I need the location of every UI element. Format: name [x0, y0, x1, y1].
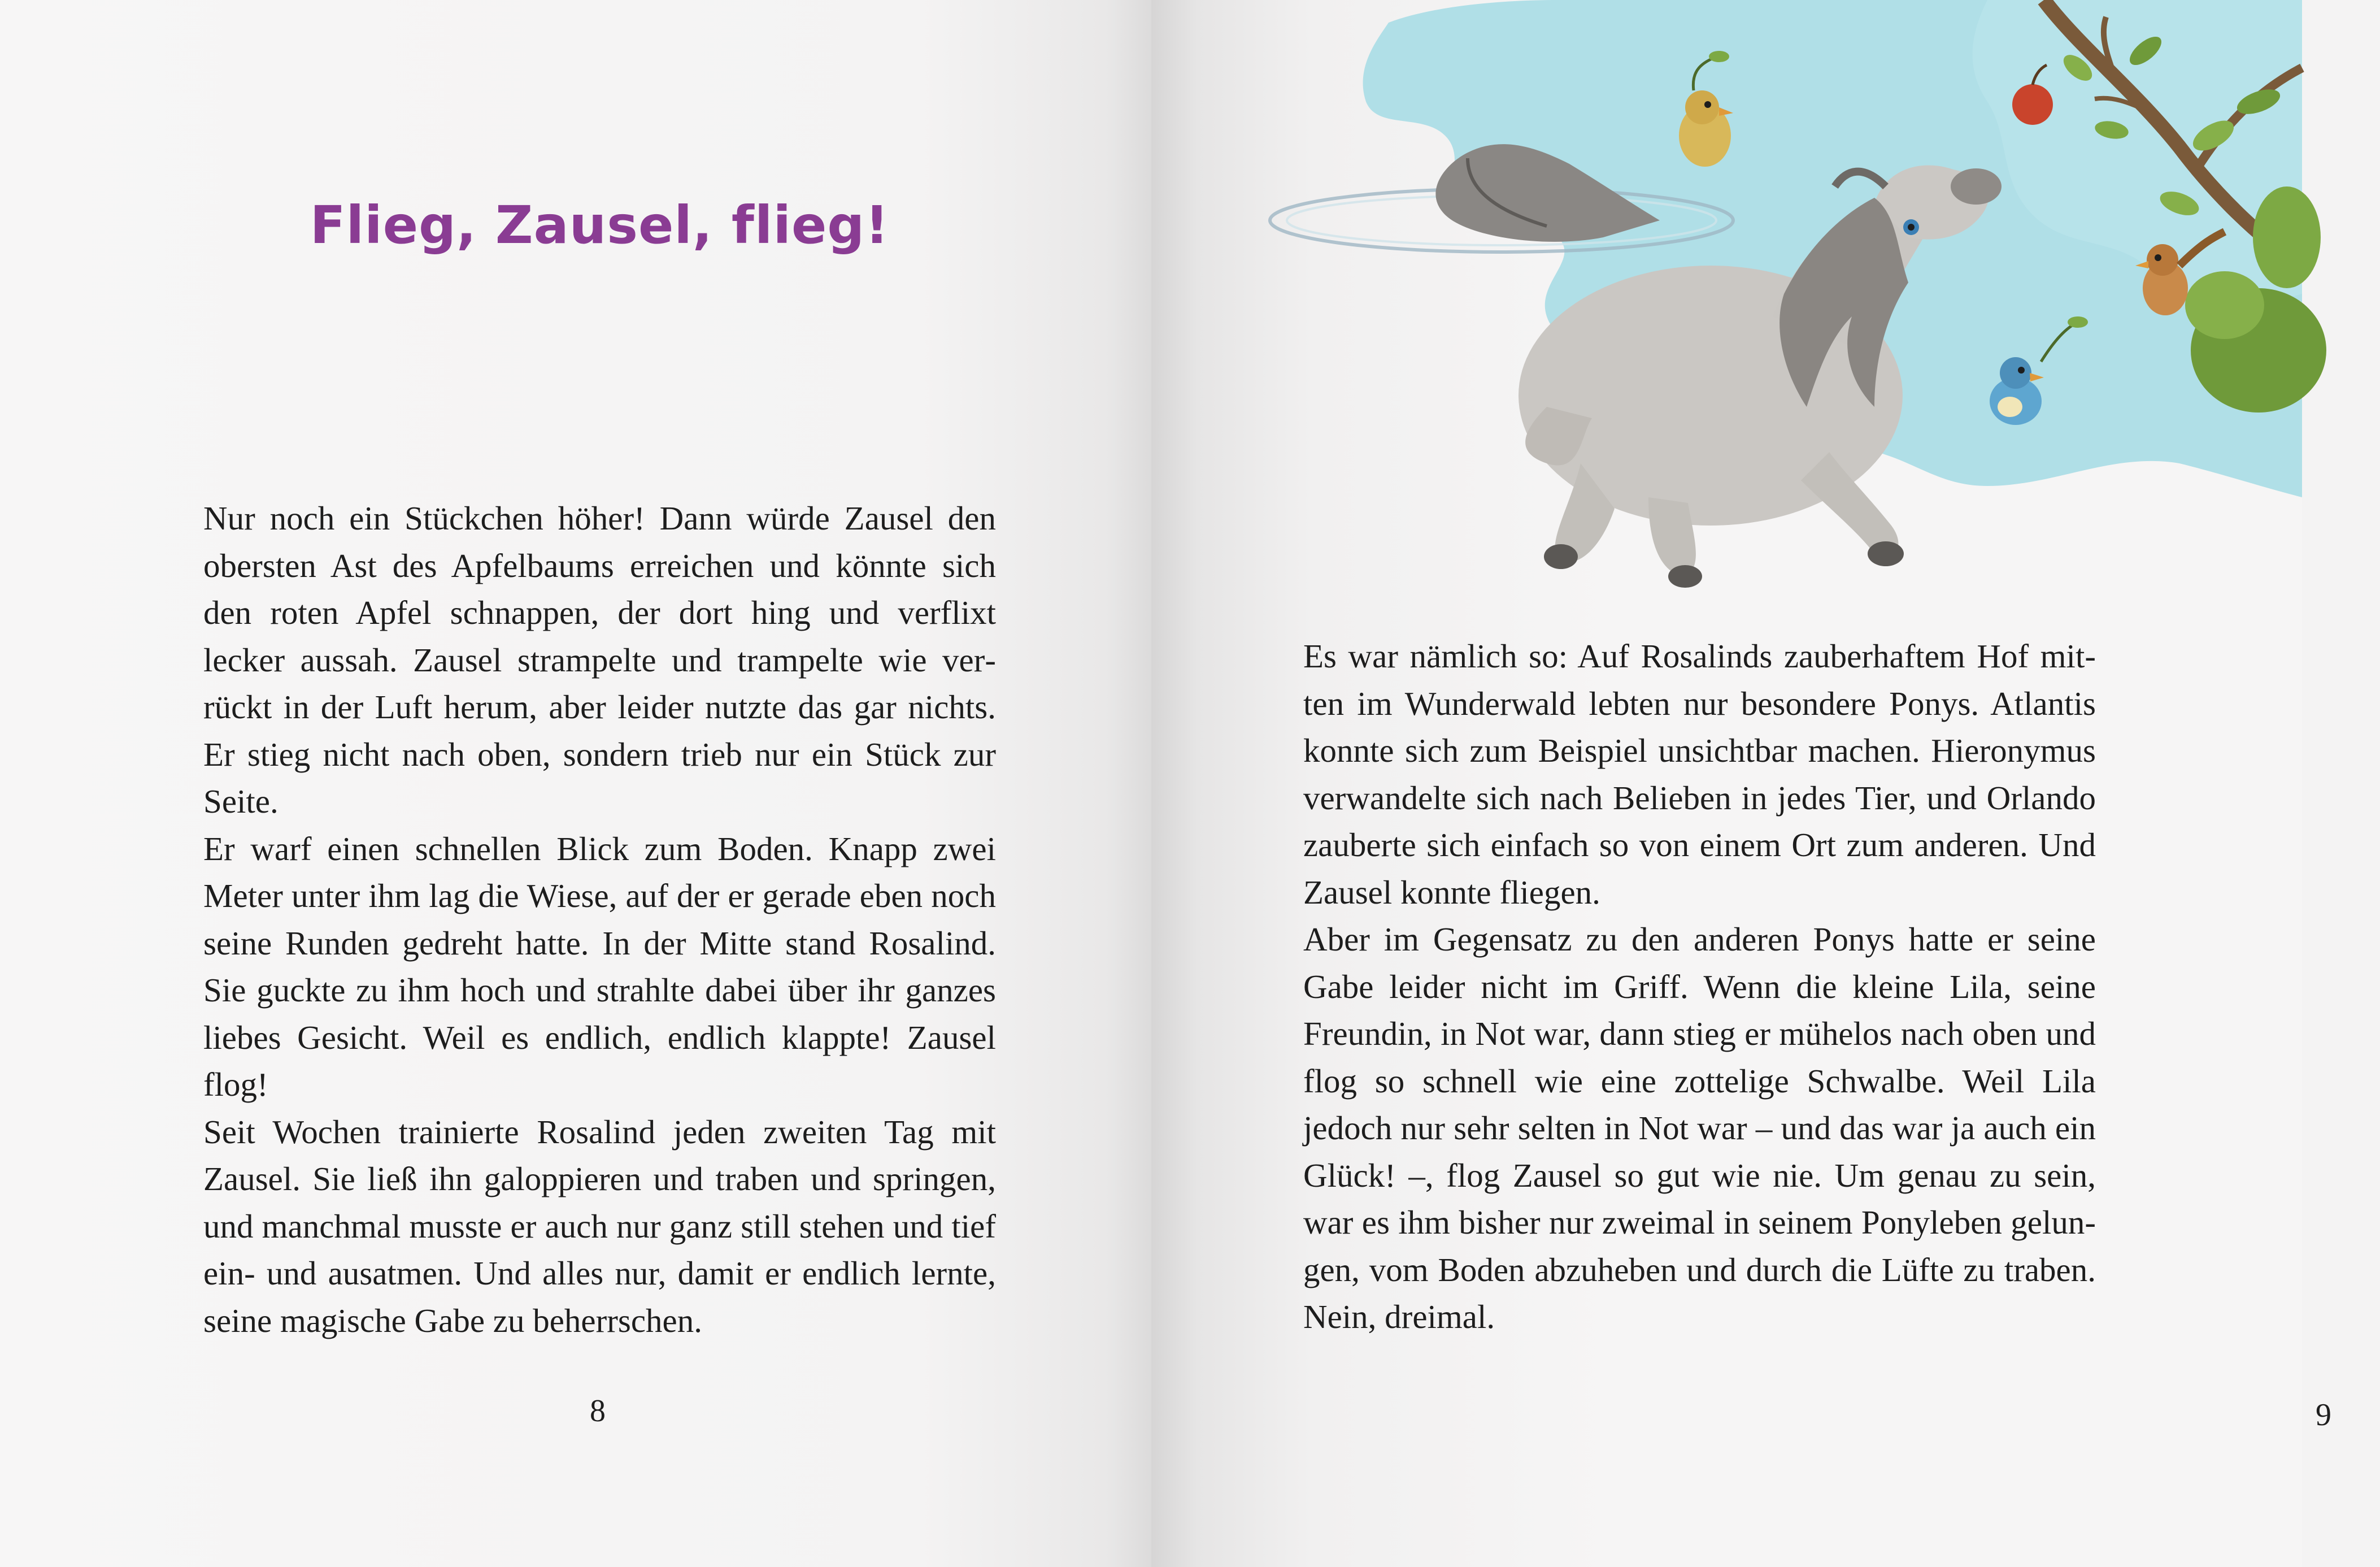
paragraph: Es war nämlich so: Auf Rosalinds zauberhaftem Hof mitten im Wunderwald lebten nur besondere Ponys. Atlantis konnte sich zum Beispiel unsichtbar machen. Hieronymus verwandelte sich nach Belieben in jedes Tier, und Orlando zauberte sich einfach so von einem Ort zum anderen. Und Zausel konnte fliegen.: [1303, 637, 2096, 911]
left-page-text: [203, 495, 996, 1344]
paragraph: Er warf einen schnellen Blick zum Boden. Knapp zwei Meter unter ihm lag die Wiese, auf der er gerade eben noch seine Runden gedreht hatte. In der Mitte stand Rosalind. Sie guckte zu ihm hoch und strahlte dabei über ihr ganzes liebes Gesicht. Weil es endlich, endlich klappte! Zausel flog!: [203, 830, 996, 1103]
paragraph: Aber im Gegensatz zu den anderen Ponys hatte er seine Gabe leider nicht im Griff. Wenn die kleine Lila, seine Freundin, in Not war, dann stieg er mühelos nach oben und flog so schnell wie eine zottelige Schwalbe. Weil Lila jedoch nur sehr selten in Not war – und das war ja auch ein Glück! –, flog Zausel so gut wie nie. Um genau zu sein, war es ihm bisher nur zweimal in seinem Ponyleben gelungen, vom Boden abzuheben und durch die Lüfte zu traben. Nein, dreimal.: [1303, 921, 2096, 1335]
left-page: [0, 0, 1151, 1567]
page-number-left: 8: [590, 1394, 606, 1429]
paragraph: Seit Wochen trainierte Rosalind jeden zweiten Tag mit Zausel. Sie ließ ihn galoppieren und traben und springen, und manchmal musste er auch nur ganz still stehen und tief ein- und ausatmen. Und alles nur, damit er endlich lernte, seine magische Gabe zu beherrschen.: [203, 1113, 996, 1339]
paragraph: Nur noch ein Stückchen höher! Dann würde Zausel den obersten Ast des Apfelbaums erreichen und könnte sich den roten Apfel schnappen, der dort hing und verflixt lecker aussah. Zausel strampelte und trampelte wie verrückt in der Luft herum, aber leider nutzte das gar nichts. Er stieg nicht nach oben, sondern trieb nur ein Stück zur Seite.: [203, 500, 996, 820]
chapter-title: Flieg, Zausel, flieg!: [310, 195, 890, 255]
page-number-right: 9: [2316, 1397, 2331, 1433]
right-page: [1151, 0, 2331, 1567]
apple: [2012, 84, 2053, 125]
pony-leg: [1648, 497, 1696, 576]
flying-pony-illustration: [1151, 0, 2302, 610]
right-page-text: [1303, 633, 2096, 1341]
